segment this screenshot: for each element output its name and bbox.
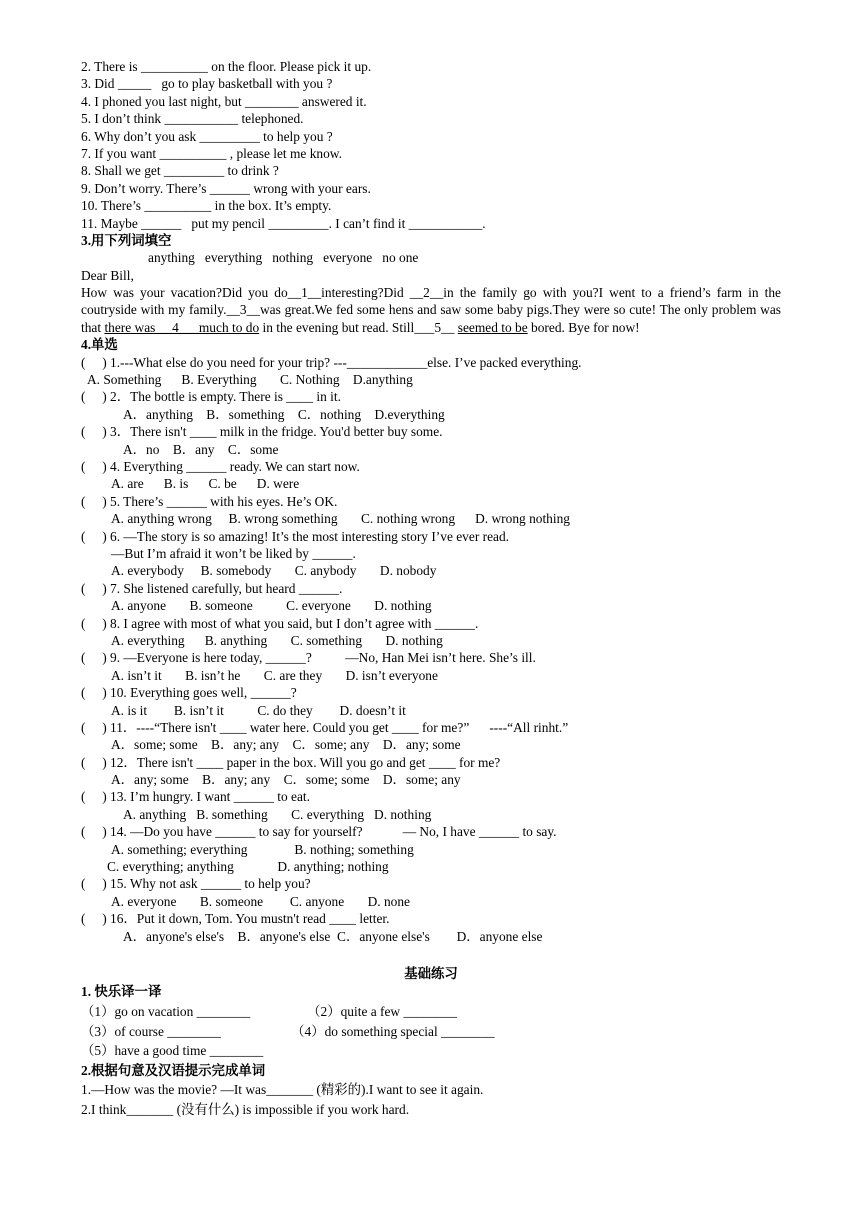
word-bank: anything everything nothing everyone no one [148, 250, 419, 266]
mcq-item [81, 910, 781, 945]
letter-text-c: bored. Bye for now! [527, 319, 640, 335]
mcq-item [81, 580, 781, 615]
basic-practice-title: 基础练习 [404, 965, 458, 981]
mcq-options: A. Something B. Everything C. Nothing D.anything [81, 372, 413, 388]
mcq-item [81, 528, 781, 580]
mcq-question: ( ) 16．Put it down, Tom. You mustn't read ____ letter. [81, 911, 390, 927]
exercise-line: 3. Did _____ go to play basketball with you ? [81, 76, 333, 92]
mcq-item [81, 458, 781, 493]
letter-underlined-1: there was __4___much to do [104, 319, 260, 335]
mcq-options: A. everyone B. someone C. anyone D. none [111, 893, 411, 909]
mcq-item [81, 354, 781, 389]
mcq-question: ( ) 10. Everything goes well, ______? [81, 685, 297, 701]
mcq-options: A. isn’t it B. isn’t he C. are they D. isn’t everyone [111, 667, 438, 683]
mcq-item [81, 493, 781, 528]
complete-word-line: 2.I think_______ (没有什么) is impossible if you work hard. [81, 1101, 410, 1117]
exercise-line: 6. Why don’t you ask _________ to help you ? [81, 128, 333, 144]
mcq-options: A. anything wrong B. wrong something C. nothing wrong D. wrong nothing [111, 511, 570, 527]
translate-line: （5）have a good time ________ [81, 1043, 264, 1059]
mcq-options: A. is it B. isn’t it C. do they D. doesn’t it [111, 702, 406, 718]
mcq-list [81, 354, 781, 945]
mcq-options: A．any; some B．any; any C．some; some D．some; any [111, 772, 461, 788]
mcq-options: A. anything B. something C. everything D. nothing [123, 806, 432, 822]
mcq-item [81, 719, 781, 754]
exercise-line: 5. I don’t think ___________ telephoned. [81, 111, 304, 127]
letter-paragraph [81, 284, 781, 336]
mcq-question: ( ) 15. Why not ask ______ to help you? [81, 876, 311, 892]
mcq-item [81, 649, 781, 684]
section3-title: 3.用下列词填空 [81, 232, 172, 248]
mcq-question: ( ) 11．----“There isn't ____ water here. Could you get ____ for me?” ----“All rinht.” [81, 719, 569, 735]
mcq-question: ( ) 8. I agree with most of what you said, but I don’t agree with ______. [81, 615, 479, 631]
mcq-question: ( ) 6. —The story is so amazing! It’s the most interesting story I’ve ever read. [81, 528, 510, 544]
mcq-options: A. everything B. anything C. something D. nothing [111, 632, 443, 648]
mcq-question: ( ) 14. —Do you have ______ to say for yourself? — No, I have ______ to say. [81, 824, 557, 840]
mcq-question: ( ) 13. I’m hungry. I want ______ to eat. [81, 789, 310, 805]
mcq-item [81, 388, 781, 423]
mcq-question: ( ) 5. There’s ______ with his eyes. He’s OK. [81, 493, 338, 509]
mcq-options: A. anyone B. someone C. everyone D. nothing [111, 598, 432, 614]
letter-text-b: in the evening but read. Still___5__ [259, 319, 458, 335]
letter-underlined-2: seemed to be [457, 319, 528, 335]
mcq-options: A. something; everything B. nothing; something [111, 841, 414, 857]
basic-s2-title: 2.根据句意及汉语提示完成单词 [81, 1062, 266, 1078]
mcq-question: ( ) 2．The bottle is empty. There is ____ in it. [81, 389, 341, 405]
mcq-options: A. everybody B. somebody C. anybody D. nobody [111, 563, 437, 579]
mcq-options: A．some; some B．any; any C．some; any D．any; some [111, 737, 461, 753]
mcq-question: ( ) 7. She listened carefully, but heard ______. [81, 580, 343, 596]
mcq-item [81, 754, 781, 789]
section4-title: 4.单选 [81, 337, 118, 353]
mcq-options: A．anyone's else's B．anyone's else C．anyone else's D．anyone else [123, 928, 543, 944]
exercise-line: 10. There’s __________ in the box. It’s empty. [81, 198, 332, 214]
mcq-options: A．no B．any C．some [123, 441, 279, 457]
mcq-item [81, 423, 781, 458]
translate-line: （1）go on vacation ________ （2）quite a few ________ [81, 1004, 458, 1020]
mcq-options: A. are B. is C. be D. were [111, 476, 300, 492]
exercise-line: 2. There is __________ on the floor. Please pick it up. [81, 59, 372, 74]
mcq-item [81, 875, 781, 910]
mcq-question: ( ) 12．There isn't ____ paper in the box. Will you go and get ____ for me? [81, 754, 501, 770]
exercise-line: 9. Don’t worry. There’s ______ wrong with your ears. [81, 180, 371, 196]
mcq-item [81, 684, 781, 719]
mcq-item [81, 788, 781, 823]
mcq-question: ( ) 9. —Everyone is here today, ______? —No, Han Mei isn’t here. She’s ill. [81, 650, 536, 666]
section2-list [81, 58, 781, 232]
mcq-question-cont: —But I’m afraid it won’t be liked by ______. [111, 545, 356, 561]
exercise-line: 8. Shall we get _________ to drink ? [81, 163, 279, 179]
basic-s1-title: 1. 快乐译一译 [81, 984, 162, 1000]
mcq-item [81, 615, 781, 650]
exercise-line: 4. I phoned you last night, but ________ answered it. [81, 93, 367, 109]
exercise-line: 11. Maybe ______ put my pencil _________. I can’t find it ___________. [81, 215, 486, 231]
letter-text-a: How was your vacation?Did you do__1__interesting?Did __2__in the family go with you?I went to a friend’s farm in the coutryside with my family.__3__was great.We fed some hens and saw some baby pigs.They were so cute! The only problem was that [81, 285, 781, 335]
complete-word-line: 1.—How was the movie? —It was_______ (精彩的).I want to see it again. [81, 1082, 484, 1098]
mcq-question: ( ) 3．There isn't ____ milk in the fridge. You'd better buy some. [81, 424, 443, 440]
mcq-item [81, 823, 781, 875]
mcq-question: ( ) 4. Everything ______ ready. We can start now. [81, 459, 360, 475]
mcq-options: A．anything B．something C．nothing D.everything [123, 406, 445, 422]
worksheet-page [81, 58, 781, 1119]
mcq-options-cont: C. everything; anything D. anything; nothing [107, 859, 389, 875]
letter-greeting: Dear Bill, [81, 267, 134, 283]
exercise-line: 7. If you want __________ , please let me know. [81, 145, 342, 161]
translate-line: （3）of course ________ （4）do something special ________ [81, 1023, 495, 1039]
mcq-question: ( ) 1.---What else do you need for your trip? ---____________else. I’ve packed everything. [81, 354, 582, 370]
